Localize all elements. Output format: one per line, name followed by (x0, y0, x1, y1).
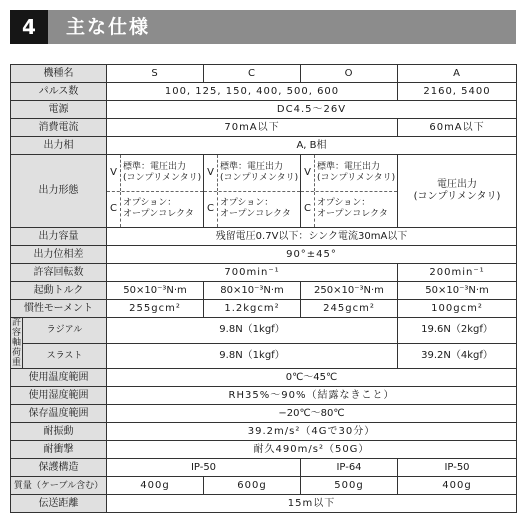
form-opt-2: オープンコレクタ (220, 209, 291, 220)
table-row (11, 459, 517, 477)
output-form-cell (204, 155, 301, 228)
cell-value: 9.8N（1kgf） (107, 318, 398, 344)
row-label: 出力容量 (11, 228, 107, 246)
cell-value: 250×10⁻³N·m (301, 282, 398, 300)
cell-value: 245gcm² (301, 300, 398, 318)
table-row (11, 101, 517, 119)
cell-value: 255gcm² (107, 300, 204, 318)
cell-value: 19.6N（2kgf） (398, 318, 517, 344)
row-label: 伝送距離 (11, 495, 107, 513)
table-row (11, 137, 517, 155)
cell-value: 15m以下 (107, 495, 517, 513)
spec-table (10, 64, 517, 513)
row-label: 耐振動 (11, 423, 107, 441)
cell-value: 700min⁻¹ (107, 264, 398, 282)
table-row (11, 495, 517, 513)
row-label: 許容回転数 (11, 264, 107, 282)
cell-value: 0℃～45℃ (107, 369, 517, 387)
table-row (11, 477, 517, 495)
table-row (11, 83, 517, 101)
form-std-1: 標準：電圧出力 (317, 161, 381, 172)
form-opt-2: オープンコレクタ (123, 209, 194, 220)
cell-value: 100, 125, 150, 400, 500, 600 (107, 83, 398, 101)
cell-value: IP-50 (107, 459, 301, 477)
form-std-2: (コンプリメンタリ) (123, 172, 202, 183)
row-label: 消費電流 (11, 119, 107, 137)
table-row (11, 246, 517, 264)
cell-value: 200min⁻¹ (398, 264, 517, 282)
row-label: 使用温度範囲 (11, 369, 107, 387)
cell-value: 400g (398, 477, 517, 495)
model-c: C (204, 65, 301, 83)
form-std-1: 標準：電圧出力 (220, 161, 284, 172)
model-o: O (301, 65, 398, 83)
row-label: 起動トルク (11, 282, 107, 300)
table-row (11, 405, 517, 423)
cell-value: 100gcm² (398, 300, 517, 318)
cell-value: 残留電圧0.7V以下：シンク電流30mA以下 (107, 228, 517, 246)
row-label: 保護構造 (11, 459, 107, 477)
cell-value: −20℃～80℃ (107, 405, 517, 423)
form-opt-2: オープンコレクタ (317, 209, 388, 220)
cell-value: 耐久490m/s²（50G） (107, 441, 517, 459)
cell-value: IP-64 (301, 459, 398, 477)
row-label: パルス数 (11, 83, 107, 101)
row-label: 耐衝撃 (11, 441, 107, 459)
table-row (11, 282, 517, 300)
cell-value: DC4.5～26V (107, 101, 517, 119)
output-form-a (398, 155, 517, 228)
form-c: C (301, 192, 315, 228)
form-opt-1: オプション： (123, 198, 177, 209)
section-header (10, 10, 516, 44)
section-number: 4 (10, 10, 48, 44)
table-row (11, 228, 517, 246)
cell-value: IP-50 (398, 459, 517, 477)
cell-value: 80×10⁻³N·m (204, 282, 301, 300)
cell-value: 50×10⁻³N·m (398, 282, 517, 300)
cell-value: 60mA以下 (398, 119, 517, 137)
table-row (11, 423, 517, 441)
table-row (11, 318, 517, 344)
output-form-cell (301, 155, 398, 228)
table-row (11, 155, 517, 228)
row-label: 質量（ケーブル含む） (11, 477, 107, 495)
cell-value: 500g (301, 477, 398, 495)
cell-value: 70mA以下 (107, 119, 398, 137)
cell-value: 2160, 5400 (398, 83, 517, 101)
table-row (11, 300, 517, 318)
row-label: 出力位相差 (11, 246, 107, 264)
table-row (11, 387, 517, 405)
table-row (11, 441, 517, 459)
form-a-2: (コンプリメンタリ) (413, 191, 501, 202)
output-form-cell (107, 155, 204, 228)
row-label: 保存温度範囲 (11, 405, 107, 423)
cell-value: 90°±45° (107, 246, 517, 264)
row-label: 電源 (11, 101, 107, 119)
cell-value: 400g (107, 477, 204, 495)
row-label: 使用湿度範囲 (11, 387, 107, 405)
cell-value: 600g (204, 477, 301, 495)
form-std-2: (コンプリメンタリ) (317, 172, 396, 183)
row-label: 出力形態 (11, 155, 107, 228)
cell-value: 39.2m/s²（4Gで30分） (107, 423, 517, 441)
table-row (11, 119, 517, 137)
cell-value: 50×10⁻³N·m (107, 282, 204, 300)
header-cell: 機種名 (11, 65, 107, 83)
row-sublabel: スラスト (23, 343, 107, 369)
form-std-1: 標準：電圧出力 (123, 161, 187, 172)
model-a: A (398, 65, 517, 83)
form-opt-1: オプション： (317, 198, 371, 209)
table-row (11, 264, 517, 282)
table-row (11, 369, 517, 387)
cell-value: 9.8N（1kgf） (107, 343, 398, 369)
model-s: S (107, 65, 204, 83)
form-a-1: 電圧出力 (437, 179, 477, 190)
form-v: V (107, 155, 121, 191)
cell-value: RH35%～90%（結露なきこと） (107, 387, 517, 405)
form-std-2: (コンプリメンタリ) (220, 172, 299, 183)
form-opt-1: オプション： (220, 198, 274, 209)
load-label: 許容軸荷重 (11, 318, 21, 368)
cell-value: 1.2kgcm² (204, 300, 301, 318)
cell-value: 39.2N（4kgf） (398, 343, 517, 369)
form-c: C (107, 192, 121, 228)
row-label: 慣性モーメント (11, 300, 107, 318)
table-row (11, 343, 517, 369)
row-label: 出力相 (11, 137, 107, 155)
form-c: C (204, 192, 218, 228)
row-label (11, 318, 23, 369)
table-row (11, 65, 517, 83)
form-v: V (204, 155, 218, 191)
row-sublabel: ラジアル (23, 318, 107, 344)
section-title: 主な仕様 (66, 16, 151, 38)
form-v: V (301, 155, 315, 191)
cell-value: A, B相 (107, 137, 517, 155)
